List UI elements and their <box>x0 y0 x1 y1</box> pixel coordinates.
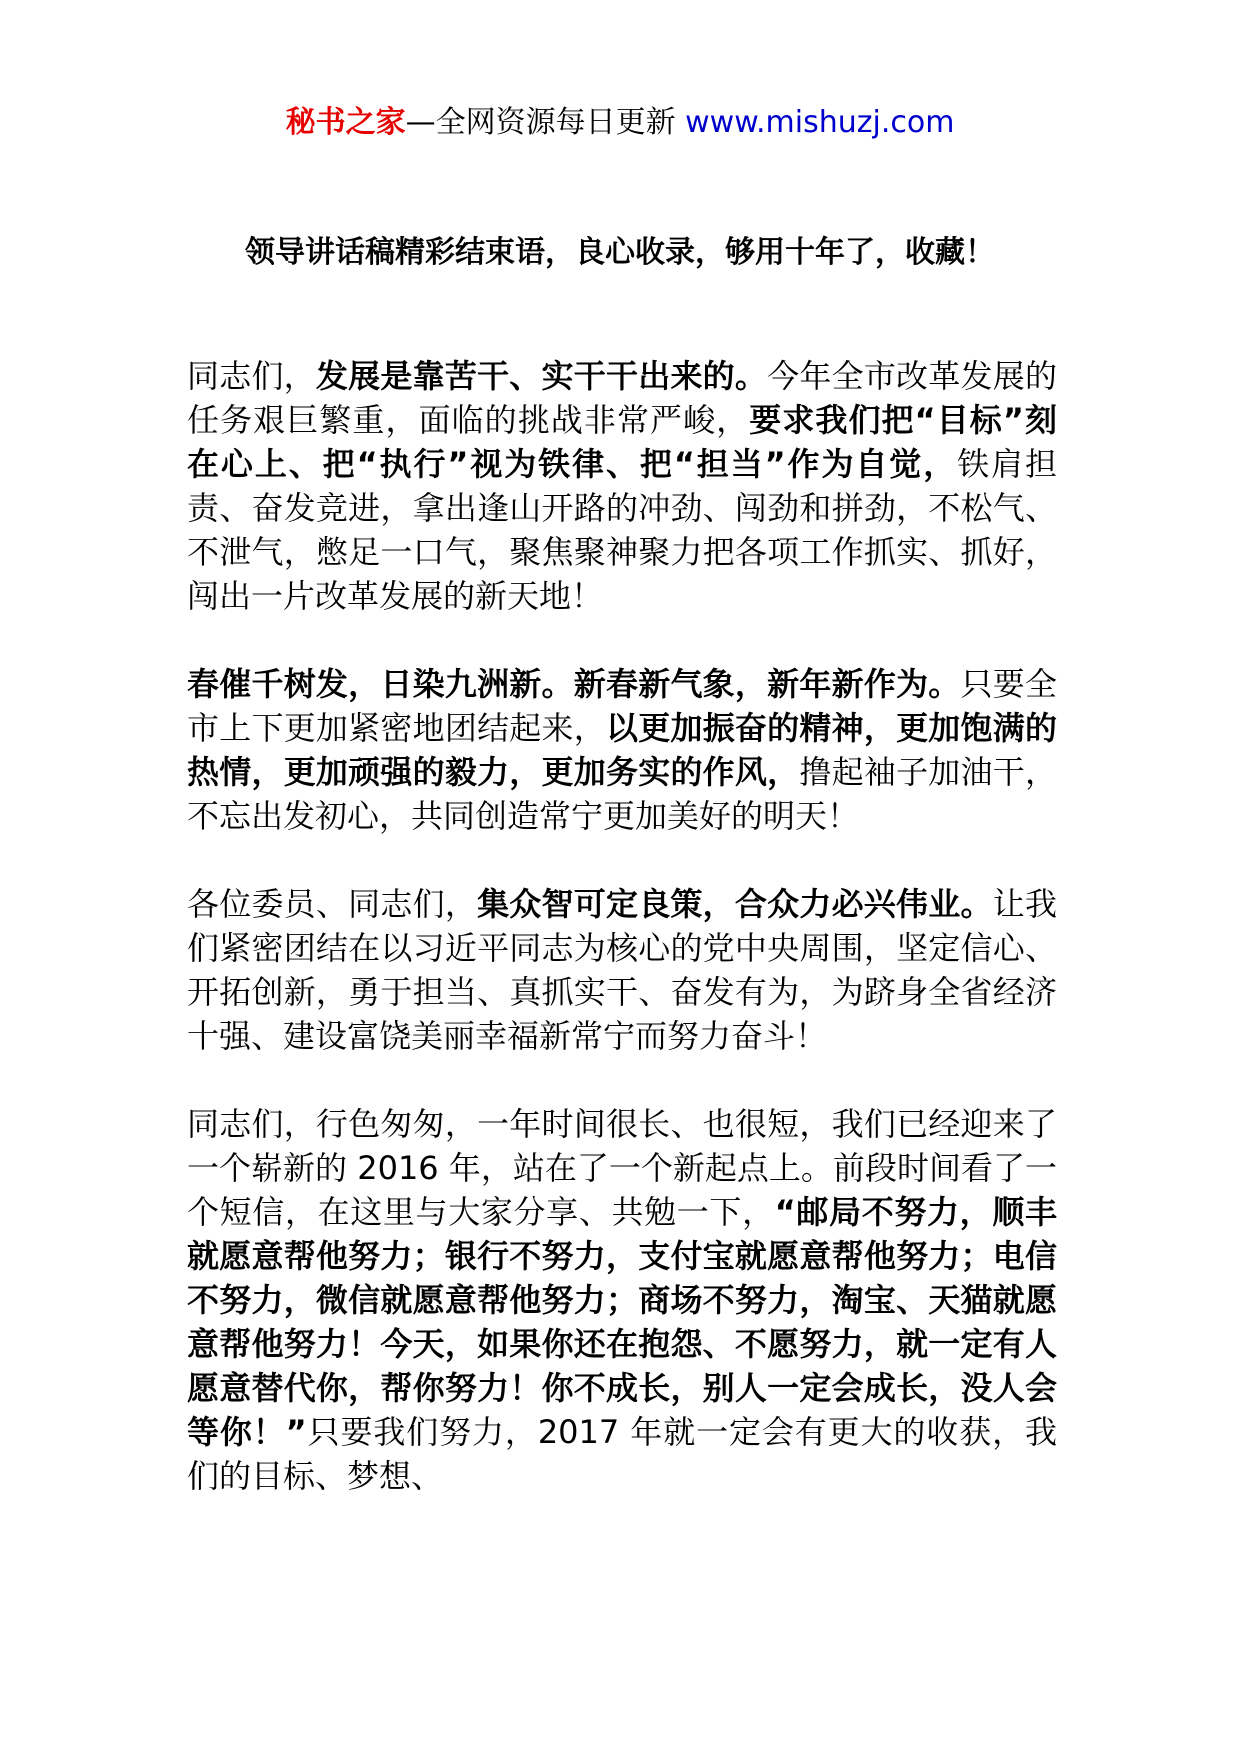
document-title: 领导讲话稿精彩结束语，良心收录，够用十年了，收藏！ <box>245 235 995 270</box>
paragraph-bold-text: 集众智可定良策，合众力必兴伟业。 <box>477 885 993 923</box>
paragraph-text: 铁肩担责、奋发竞进，拿出逢山开路的冲劲、闯劲和拼劲，不松气、不泄气，憋足一口气，聚焦聚神聚力把各项工作抓实、抓好，闯出一片改革发展的新天地！ <box>187 445 1057 615</box>
paragraph-bold-text: 以更加振奋的精神，更加饱满的热情，更加顽强的毅力，更加务实的作风， <box>187 709 1057 791</box>
document-body <box>187 354 1057 1542</box>
paragraph-bold-text: 发展是靠苦干、实干干出来的。 <box>315 357 768 395</box>
paragraph-text: 撸起袖子加油干，不忘出发初心，共同创造常宁更加美好的明天！ <box>187 753 1057 835</box>
paragraph-text: 同志们， <box>187 357 316 395</box>
paragraph-text: 今年全市改革发展的任务艰巨繁重，面临的挑战非常严峻， <box>187 357 1057 439</box>
paragraph-bold-text: 春催千树发，日染九洲新。新春新气象，新年新作为。 <box>187 665 961 703</box>
paragraph-text: 各位委员、同志们， <box>187 885 478 923</box>
site-slogan: —全网资源每日更新 <box>405 105 686 140</box>
paragraph-2 <box>187 662 1057 838</box>
paragraph-1 <box>187 354 1057 618</box>
site-url-link[interactable]: www.mishuzj.com <box>685 105 955 140</box>
paragraph-3 <box>187 882 1057 1058</box>
paragraph-4 <box>187 1102 1057 1498</box>
site-brand: 秘书之家 <box>285 105 406 140</box>
site-header <box>0 100 1240 146</box>
paragraph-text: 只要我们努力，2017 年就一定会有更大的收获，我们的目标、梦想、 <box>187 1413 1057 1495</box>
paragraph-bold-text: 要求我们把“目标”刻在心上、把“执行”视为铁律、把“担当”作为自觉， <box>187 401 1057 483</box>
paragraph-text: 只要全市上下更加紧密地团结起来， <box>187 665 1057 747</box>
paragraph-text: 让我们紧密团结在以习近平同志为核心的党中央周围，坚定信心、开拓创新，勇于担当、真抓实干、奋发有为，为跻身全省经济十强、建设富饶美丽幸福新常宁而努力奋斗！ <box>187 885 1057 1055</box>
paragraph-text: 同志们，行色匆匆，一年时间很长、也很短，我们已经迎来了一个崭新的 2016 年，站在了一个新起点上。前段时间看了一个短信，在这里与大家分享、共勉一下， <box>187 1105 1057 1231</box>
paragraph-bold-text: “邮局不努力，顺丰就愿意帮他努力；银行不努力，支付宝就愿意帮他努力；电信不努力，微信就愿意帮他努力；商场不努力，淘宝、天猫就愿意帮他努力！今天，如果你还在抱怨、不愿努力，就一定有人愿意替代你，帮你努力！你不成长，别人一定会成长，没人会等你！” <box>187 1193 1057 1451</box>
